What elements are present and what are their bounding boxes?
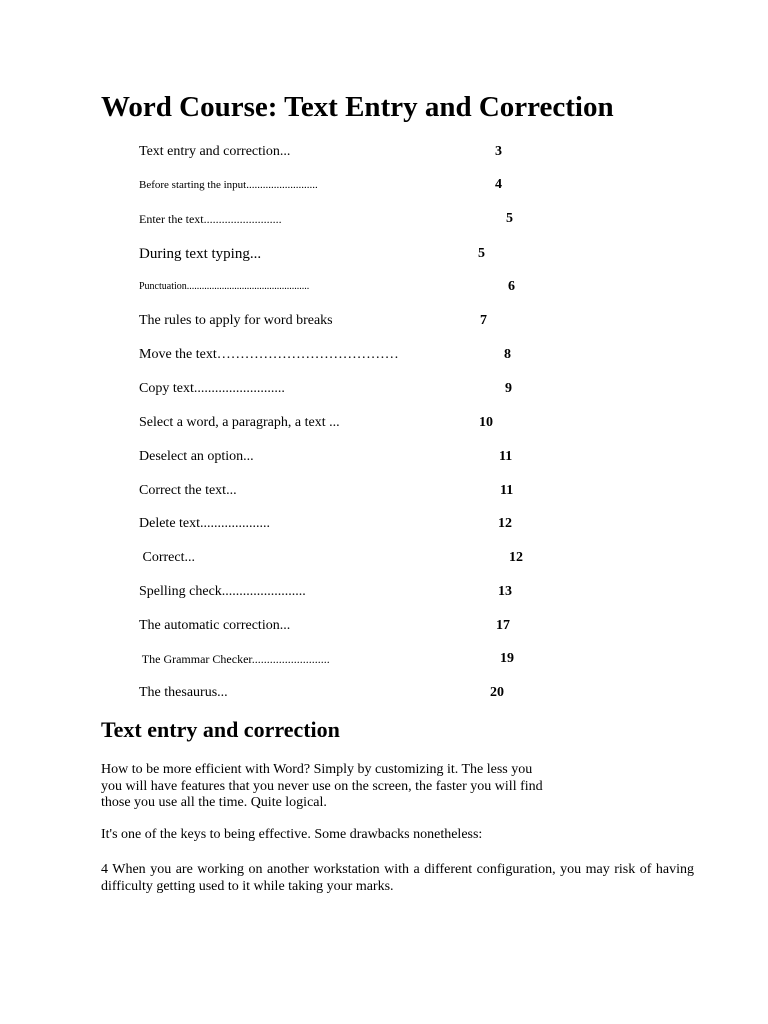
toc-entry-page: 12 (509, 550, 523, 565)
toc-entry[interactable] (0, 244, 768, 264)
toc-entry[interactable] (0, 582, 768, 602)
toc-entry-page: 19 (500, 651, 514, 666)
toc-entry-page: 7 (480, 313, 487, 328)
document-title: Word Course: Text Entry and Correction (101, 91, 614, 123)
toc-entry-page: 11 (500, 483, 514, 498)
toc-entry[interactable] (0, 413, 768, 433)
toc-entry-page: 5 (478, 246, 485, 261)
toc-entry[interactable] (0, 548, 768, 568)
toc-entry-label: The rules to apply for word breaks (139, 313, 333, 328)
toc-entry-label: Copy text.......................... (139, 381, 285, 396)
toc-entry-page: 9 (505, 381, 512, 396)
toc-entry[interactable] (0, 481, 768, 501)
toc-entry[interactable] (0, 616, 768, 636)
toc-entry[interactable] (0, 277, 768, 297)
toc-entry-label: Delete text.................... (139, 516, 271, 531)
toc-entry-page: 4 (495, 177, 502, 192)
toc-entry[interactable] (0, 209, 768, 229)
body-paragraph: 4 When you are working on another workstation with a different configuration, you may risk of having difficulty getting used to it while taking your marks. (101, 862, 694, 894)
toc-entry-page: 6 (508, 279, 515, 294)
toc-entry[interactable] (0, 447, 768, 467)
toc-entry-page: 5 (506, 211, 513, 226)
toc-entry-label: Spelling check........................ (139, 584, 306, 599)
toc-entry[interactable] (0, 175, 768, 195)
toc-entry[interactable] (0, 379, 768, 399)
toc-entry-label: Before starting the input.......................... (139, 179, 318, 191)
toc-entry-page: 13 (498, 584, 512, 599)
toc-entry-label: Deselect an option... (139, 449, 254, 464)
toc-entry[interactable] (0, 649, 768, 669)
toc-entry-page: 20 (490, 685, 504, 700)
toc-entry[interactable] (0, 311, 768, 331)
toc-entry-label: Text entry and correction... (139, 144, 291, 159)
toc-entry[interactable] (0, 142, 768, 162)
toc-entry-page: 8 (504, 347, 511, 362)
toc-entry[interactable] (0, 345, 768, 365)
toc-entry-label: Move the text………………………………… (139, 347, 399, 362)
section-heading: Text entry and correction (101, 717, 340, 742)
toc-entry[interactable] (0, 683, 768, 703)
toc-entry-label: The Grammar Checker.......................... (139, 652, 330, 666)
toc-entry-label: Correct... (139, 550, 195, 565)
toc-entry-page: 17 (496, 618, 510, 633)
toc-entry-label: Select a word, a paragraph, a text ... (139, 415, 340, 430)
toc-entry-label: The automatic correction... (139, 618, 291, 633)
toc-entry-page: 3 (495, 144, 502, 159)
toc-entry-label: Correct the text... (139, 483, 237, 498)
toc-entry-label: During text typing... (139, 246, 262, 262)
body-paragraph: It's one of the keys to being effective. Some drawbacks nonetheless: (101, 827, 483, 842)
toc-entry-page: 10 (479, 415, 493, 430)
toc-entry-label: The thesaurus... (139, 685, 228, 700)
toc-entry-label: Punctuation................................................. (139, 281, 310, 292)
body-paragraph: How to be more efficient with Word? Simply by customizing it. The less you you will have features that you never use on the screen, the faster you will find those you use all the time. Quite logical. (101, 762, 543, 810)
toc-entry-page: 11 (499, 449, 513, 464)
toc-entry[interactable] (0, 514, 768, 534)
toc-entry-label: Enter the text.......................... (139, 212, 282, 226)
toc-entry-page: 12 (498, 516, 512, 531)
